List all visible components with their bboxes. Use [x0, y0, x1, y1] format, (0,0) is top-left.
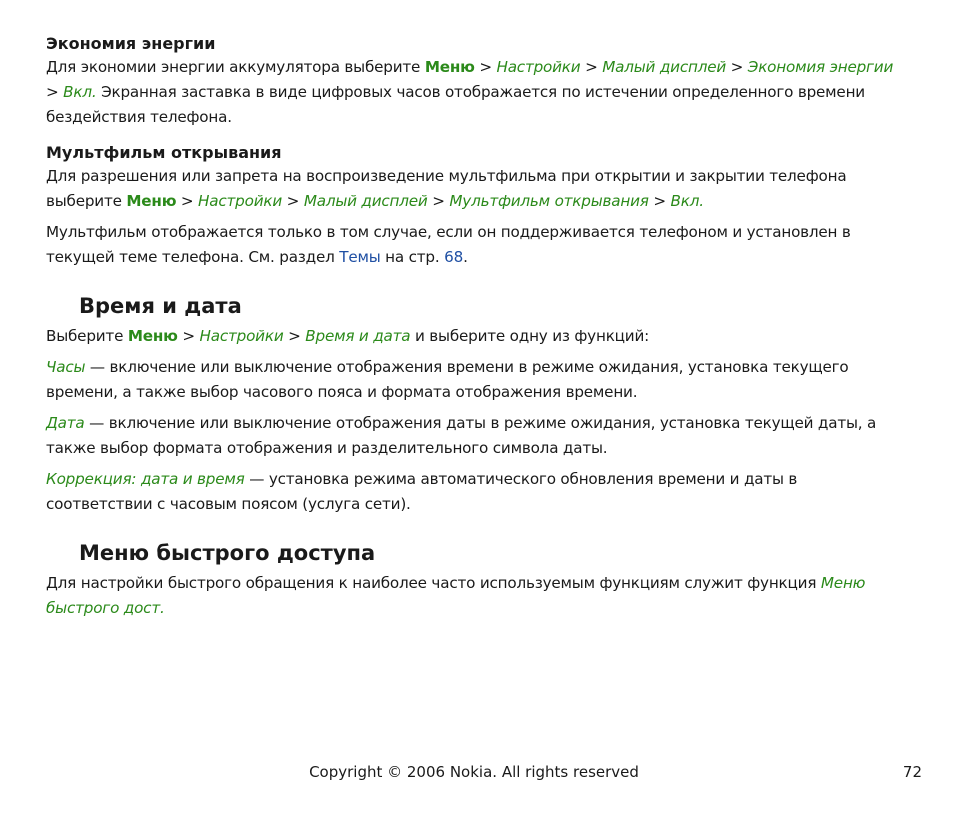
text: Для разрешения или запрета на воспроизведение мультфильма при открытии и закрытии телефона выберите — [46, 167, 847, 210]
separator: > — [177, 327, 200, 345]
separator: > — [726, 58, 748, 76]
page-footer — [0, 760, 954, 784]
settings-link: Настройки — [199, 327, 284, 345]
separator: > — [427, 192, 450, 210]
time-date-link: Время и дата — [305, 327, 411, 345]
page-ref-link[interactable]: 68 — [444, 248, 464, 266]
separator: > — [474, 58, 497, 76]
description: — установка режима автоматического обновления времени и даты в соответствии с часовым поясом (услуга сети). — [46, 470, 798, 513]
definition-clock — [46, 355, 906, 405]
paragraph-time-intro — [46, 324, 906, 349]
energy-saving-link: Экономия энергии — [747, 58, 894, 76]
separator: > — [580, 58, 603, 76]
paragraph-quick-access — [46, 571, 906, 621]
separator: > — [46, 83, 64, 101]
paragraph-animation-path — [46, 164, 906, 214]
term-date: Дата — [46, 414, 85, 432]
heading-energy-saving: Экономия энергии — [46, 34, 216, 53]
page-content — [46, 33, 906, 621]
heading-quick-access-menu: Меню быстрого доступа — [79, 541, 376, 565]
themes-link[interactable]: Темы — [339, 248, 381, 266]
separator: > — [282, 192, 304, 210]
definition-auto-update — [46, 467, 906, 517]
text: Выберите — [46, 327, 128, 345]
mini-display-link: Малый дисплей — [602, 58, 727, 76]
separator: > — [283, 327, 306, 345]
opening-animation-link: Мультфильм открывания — [449, 192, 649, 210]
menu-link: Меню — [127, 327, 178, 345]
heading-opening-animation: Мультфильм открывания — [46, 143, 282, 162]
copyright-text: Copyright © 2006 Nokia. All rights reserved — [309, 763, 639, 781]
separator: > — [648, 192, 671, 210]
menu-link: Меню — [424, 58, 475, 76]
text: на стр. — [380, 248, 445, 266]
text: Мультфильм отображается только в том случае, если он поддерживается телефоном и установлен в текущей теме телефона. См. раздел — [46, 223, 851, 266]
text: Для экономии энергии аккумулятора выберите — [46, 58, 425, 76]
settings-link: Настройки — [496, 58, 581, 76]
menu-link: Меню — [126, 192, 177, 210]
on-option: Вкл. — [63, 83, 97, 101]
term-auto-update: Коррекция: дата и время — [46, 470, 245, 488]
text: Экранная заставка в виде цифровых часов отображается по истечении определенного времени бездействия телефона. — [46, 83, 865, 126]
definition-date — [46, 411, 906, 461]
term-clock: Часы — [46, 358, 86, 376]
text: Для настройки быстрого обращения к наиболее часто используемым функциям служит функция — [46, 574, 821, 592]
text: и выберите одну из функций: — [410, 327, 650, 345]
mini-display-link: Малый дисплей — [303, 192, 428, 210]
text: . — [463, 248, 468, 266]
description: — включение или выключение отображения времени в режиме ожидания, установка текущего времени, а также выбор часового пояса и формата отображения времени. — [46, 358, 849, 401]
on-option: Вкл. — [670, 192, 704, 210]
paragraph-animation-note — [46, 220, 906, 270]
paragraph-energy-saving — [46, 55, 906, 130]
settings-link: Настройки — [198, 192, 283, 210]
separator: > — [176, 192, 199, 210]
page-number: 72 — [902, 763, 922, 781]
heading-time-and-date: Время и дата — [79, 294, 242, 318]
quick-access-function: Меню быстрого дост. — [46, 574, 866, 617]
description: — включение или выключение отображения даты в режиме ожидания, установка текущей даты, а также выбор формата отображения и разделительного символа даты. — [46, 414, 877, 457]
